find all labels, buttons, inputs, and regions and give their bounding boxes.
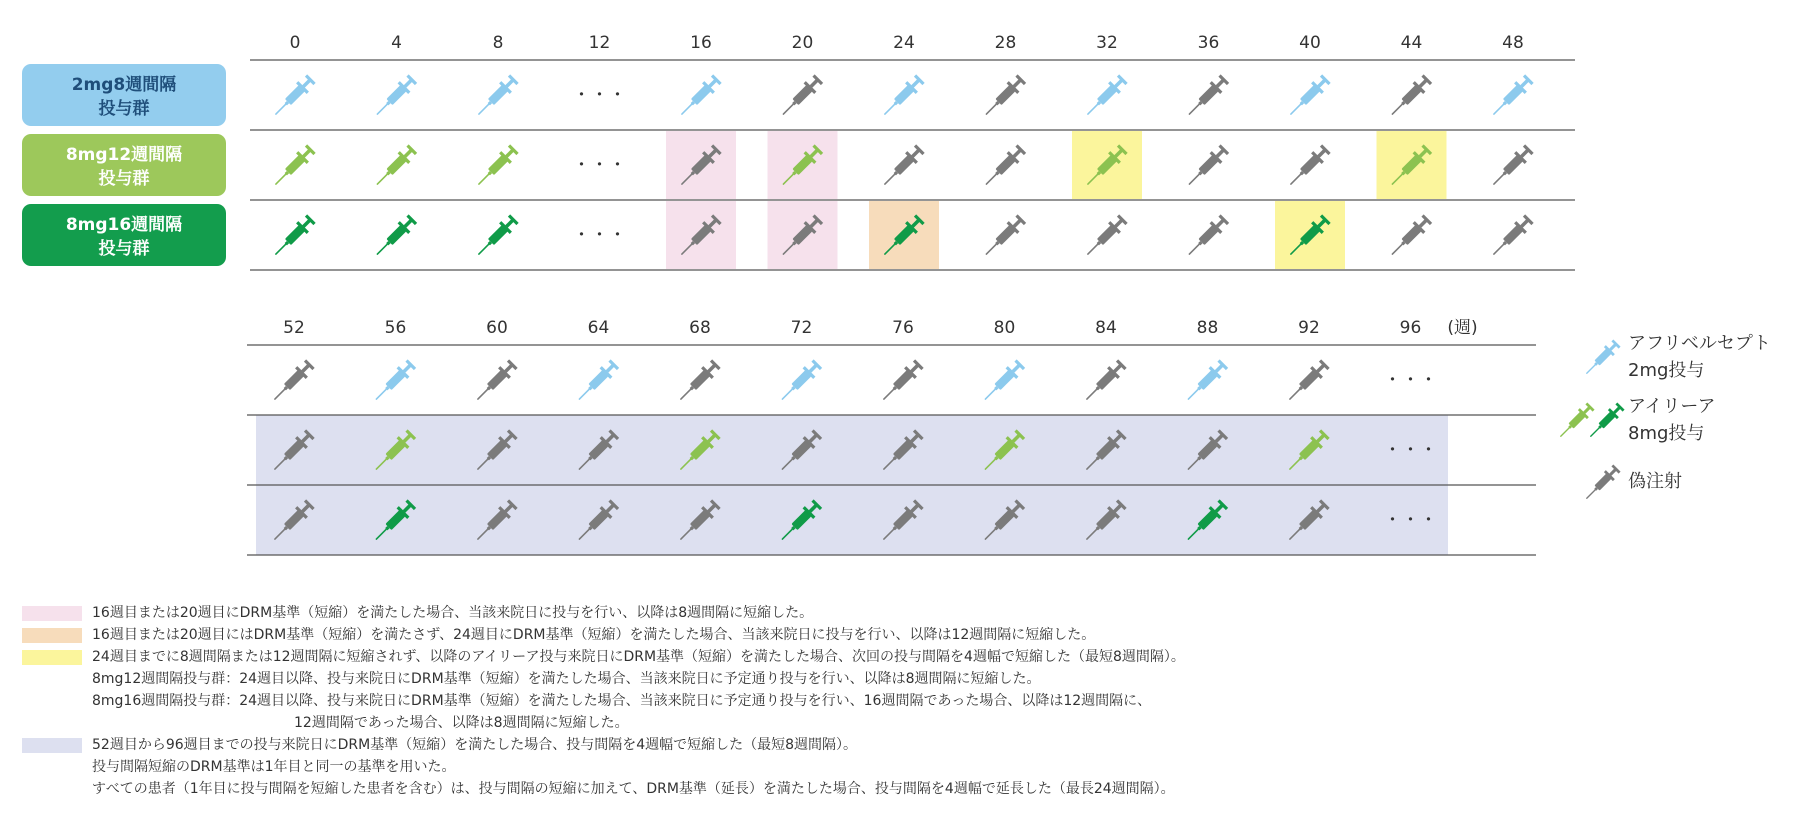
footnote-line <box>22 734 1792 756</box>
group-name: 投与群 <box>98 99 150 119</box>
legend-label: 8mg投与 <box>1628 423 1705 444</box>
week-label: 88 <box>1196 318 1219 338</box>
syringe-icon <box>271 143 317 189</box>
group-name: 2mg8週間隔 <box>71 75 177 95</box>
syringe-icon <box>372 143 418 189</box>
week-label: 40 <box>1299 33 1321 53</box>
week-label: 60 <box>486 318 508 338</box>
syringe-icon <box>677 73 723 119</box>
week-label: 36 <box>1197 33 1220 53</box>
legend-syringe-icon <box>1582 339 1621 378</box>
footnote-text: 16週目または20週目にはDRM基準（短縮）を満たさず、24週目にDRM基準（短縮）を満たした場合、当該来院日に投与を行い、以降は12週間隔に短縮した。 <box>92 627 1096 643</box>
week-label: 0 <box>289 33 301 53</box>
legend-label: 偽注射 <box>1628 471 1682 492</box>
week-label: 68 <box>689 318 711 338</box>
week-label: 76 <box>892 318 914 338</box>
week-label: 52 <box>283 318 305 338</box>
sham-syringe-icon <box>1387 73 1433 119</box>
week-label: 32 <box>1096 33 1118 53</box>
syringe-icon <box>372 73 418 119</box>
week-label: 28 <box>994 33 1017 53</box>
footnote-text: 16週目または20週目にDRM基準（短縮）を満たした場合、当該来院日に投与を行い、以降は8週間隔に短縮した。 <box>92 605 814 621</box>
sham-syringe-icon <box>981 213 1027 259</box>
ellipsis: ・・・ <box>572 85 627 106</box>
week-label: 80 <box>993 318 1016 338</box>
syringe-icon <box>271 73 317 119</box>
footnote-text: すべての患者（1年目に投与間隔を短縮した患者を含む）は、投与間隔の短縮に加えて、DRM基準（延長）を満たした場合、投与間隔を4週幅で延長した（最長24週間隔）。 <box>92 781 1175 797</box>
footnote-swatch-orange <box>22 628 82 643</box>
footnote-line <box>22 646 1792 668</box>
footnote-line <box>22 602 1792 624</box>
week-label: 8 <box>492 33 504 53</box>
ellipsis: ・・・ <box>1383 440 1438 461</box>
legend-label: 2mg投与 <box>1628 360 1705 381</box>
footnote-text: 投与間隔短縮のDRM基準は1年目と同一の基準を用いた。 <box>92 759 456 775</box>
sham-syringe-icon <box>1285 358 1331 404</box>
footnotes <box>22 602 1792 800</box>
syringe-icon <box>474 213 520 259</box>
sham-syringe-icon <box>981 143 1027 189</box>
ellipsis: ・・・ <box>1383 510 1438 531</box>
week-label: 56 <box>384 318 407 338</box>
ellipsis: ・・・ <box>1383 370 1438 391</box>
footnote-line <box>22 756 1792 778</box>
sham-syringe-icon <box>778 73 824 119</box>
syringe-icon <box>880 73 926 119</box>
footnote-text: 8mg12週間隔投与群：24週目以降、投与来院日にDRM基準（短縮）を満たした場合、当該来院日に予定通り投与を行い、以降は8週間隔に短縮した。 <box>92 671 1041 687</box>
legend-syringe-icon <box>1556 402 1595 441</box>
footnote-line <box>22 624 1792 646</box>
syringe-icon <box>474 143 520 189</box>
syringe-icon <box>777 358 823 404</box>
legend-sham-syringe-icon <box>1582 464 1621 503</box>
week-label: 48 <box>1502 33 1524 53</box>
footnote-swatch-lavender <box>22 738 82 753</box>
sham-syringe-icon <box>1387 213 1433 259</box>
week-label: 64 <box>587 318 610 338</box>
group-name: 投与群 <box>98 239 150 259</box>
syringe-icon <box>372 213 418 259</box>
sham-syringe-icon <box>1489 143 1535 189</box>
footnote-swatch-pink <box>22 606 82 621</box>
ellipsis: ・・・ <box>572 155 627 176</box>
legend-label: アフリベルセプト <box>1628 333 1771 354</box>
syringe-icon <box>980 358 1026 404</box>
footnote-text: 8mg16週間隔投与群：24週目以降、投与来院日にDRM基準（短縮）を満たした場合、当該来院日に予定通り投与を行い、16週間隔であった場合、以降は12週間隔に、 <box>92 693 1152 709</box>
sham-syringe-icon <box>1184 143 1230 189</box>
legend-label: アイリーア <box>1628 396 1716 417</box>
sham-syringe-icon <box>880 143 926 189</box>
group-name: 投与群 <box>98 169 150 189</box>
week-label: 16 <box>690 33 712 53</box>
syringe-icon <box>1083 73 1129 119</box>
week-unit-label: (週) <box>1447 318 1478 338</box>
sham-syringe-icon <box>473 358 519 404</box>
footnote-line <box>22 690 1792 712</box>
sham-syringe-icon <box>676 358 722 404</box>
sham-syringe-icon <box>1083 213 1129 259</box>
sham-syringe-icon <box>1082 358 1128 404</box>
week-label: 44 <box>1400 33 1423 53</box>
syringe-icon <box>1286 73 1332 119</box>
syringe-icon <box>1183 358 1229 404</box>
sham-syringe-icon <box>879 358 925 404</box>
syringe-icon <box>474 73 520 119</box>
sham-syringe-icon <box>1489 213 1535 259</box>
syringe-icon <box>1489 73 1535 119</box>
footnote-line <box>22 668 1792 690</box>
footnote-text: 24週目までに8週間隔または12週間隔に短縮されず、以降のアイリーア投与来院日にDRM基準（短縮）を満たした場合、次回の投与間隔を4週幅で短縮した（最短8週間隔）。 <box>92 649 1185 665</box>
footnote-line <box>22 778 1792 800</box>
syringe-icon <box>371 358 417 404</box>
week-label: 96 <box>1399 318 1422 338</box>
week-label: 84 <box>1095 318 1117 338</box>
week-label: 92 <box>1298 318 1320 338</box>
footnote-text: 12週間隔であった場合、以降は8週間隔に短縮した。 <box>294 715 629 731</box>
sham-syringe-icon <box>270 358 316 404</box>
sham-syringe-icon <box>1184 73 1230 119</box>
syringe-icon <box>574 358 620 404</box>
ellipsis: ・・・ <box>572 225 627 246</box>
group-name: 8mg16週間隔 <box>65 215 183 235</box>
footnote-text: 52週目から96週目までの投与来院日にDRM基準（短縮）を満たした場合、投与間隔を4週幅で短縮した（最短8週間隔）。 <box>92 737 858 753</box>
syringe-icon <box>271 213 317 259</box>
group-name: 8mg12週間隔 <box>65 145 183 165</box>
week-label: 24 <box>893 33 915 53</box>
sham-syringe-icon <box>981 73 1027 119</box>
sham-syringe-icon <box>1184 213 1230 259</box>
week-label: 12 <box>588 33 611 53</box>
week-label: 72 <box>790 318 813 338</box>
footnote-line <box>22 712 1792 734</box>
sham-syringe-icon <box>1286 143 1332 189</box>
footnote-swatch-yellow <box>22 650 82 665</box>
week-label: 4 <box>391 33 402 53</box>
week-label: 20 <box>791 33 814 53</box>
